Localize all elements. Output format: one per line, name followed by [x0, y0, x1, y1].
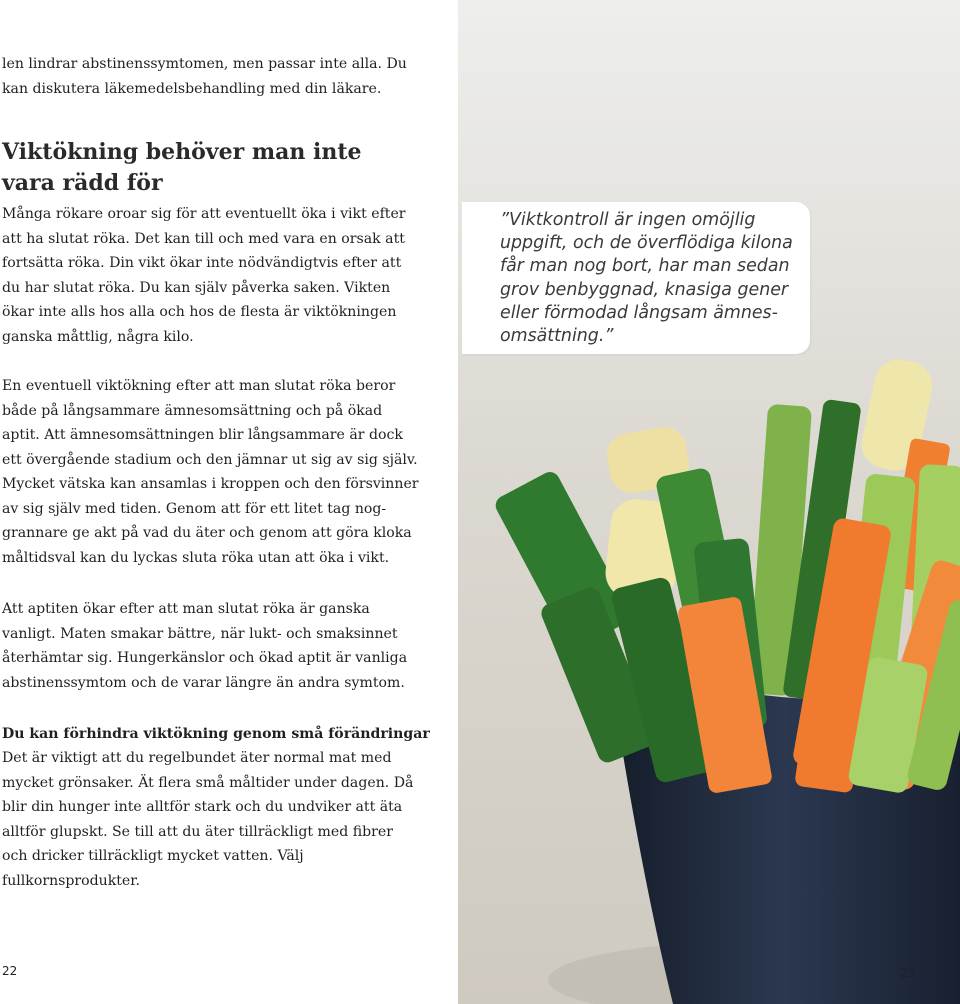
page-number-right: 23	[900, 966, 916, 980]
prevent-subheading: Du kan förhindra viktökning genom små förändringar	[2, 726, 430, 742]
intro-paragraph: len lindrar abstinenssymtomen, men passar inte alla. Du kan diskutera läkemedelsbehandling med din läkare.	[2, 56, 407, 97]
section-heading: Viktökning behöver man inte vara rädd för	[2, 139, 362, 196]
pull-quote-text: ”Viktkontroll är ingen omöjlig uppgift, och de överflödiga kilona får man nog bort, har man sedan grov benbyggnad, knasiga gener eller förmodad långsam ämnes-omsättning.”	[500, 210, 793, 347]
heading-body-paragraph: Många rökare oroar sig för att eventuellt öka i vikt efter att ha slutat röka. Det kan till och med vara en orsak att fortsätta röka. Din vikt ökar inte nödvändigtvis efter att du har slutat röka. Du kan själv påverka saken. Vikten ökar inte alls hos alla och hos de flesta är viktökningen ganska måttlig, några kilo.	[2, 206, 406, 345]
weight-gain-paragraph: En eventuell viktökning efter att man slutat röka beror både på långsammare ämnesomsättning och på ökad aptit. Att ämnesomsättningen blir långsammare är dock ett övergående stadium och den jämnar ut sig av sig själv. Mycket vätska kan ansamlas i kroppen och den försvinner av sig själv med tiden. Genom att för ett litet tag nog-grannare ge akt på vad du äter och genom att göra kloka måltidsval kan du lyckas sluta röka utan att öka i vikt.	[2, 378, 419, 566]
appetite-paragraph: Att aptiten ökar efter att man slutat röka är ganska vanligt. Maten smakar bättre, när lukt- och smaksinnet återhämtar sig. Hungerkänslor och ökad aptit är vanliga abstinenssymtom och de varar längre än andra symtom.	[2, 601, 408, 691]
left-page	[0, 0, 458, 1004]
pull-quote-box	[462, 202, 810, 354]
prevent-paragraph: Det är viktigt att du regelbundet äter normal mat med mycket grönsaker. Ät flera små måltider under dagen. Då blir din hunger inte alltför stark och du undviker att äta alltför glupskt. Se till att du äter tillräckligt med fibrer och dricker tillräckligt mycket vatten. Välj fullkornsprodukter.	[2, 750, 414, 889]
page-number-left: 22	[2, 964, 18, 978]
vegetable-sticks-photo	[458, 0, 960, 1004]
right-page	[458, 0, 960, 1004]
